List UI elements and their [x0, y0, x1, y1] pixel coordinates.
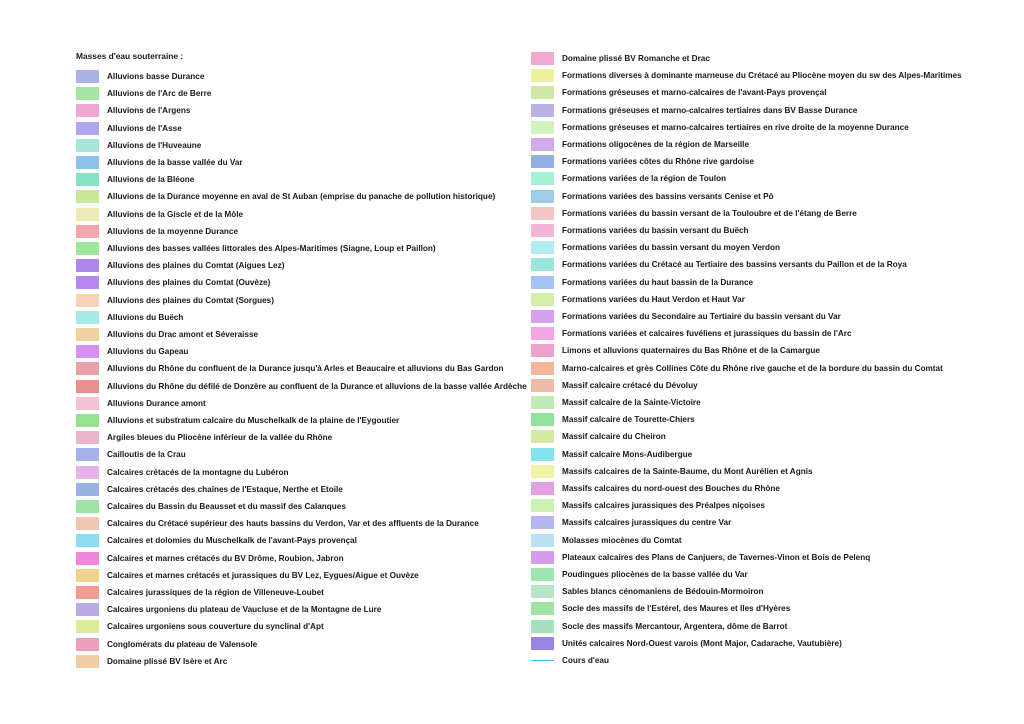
legend-swatch — [76, 294, 99, 307]
legend-label: Alluvions de l'Arc de Berre — [107, 89, 212, 99]
legend-label: Calcaires jurassiques de la région de Villeneuve-Loubet — [107, 588, 324, 597]
legend-swatch — [531, 413, 554, 426]
legend-swatch — [76, 534, 99, 547]
legend-swatch — [531, 258, 554, 271]
legend-label: Conglomérats du plateau de Valensole — [107, 639, 258, 649]
legend-label: Alluvions de la basse vallée du Var — [107, 158, 243, 167]
legend-swatch — [531, 430, 554, 443]
legend-label: Massif calcaire Mons-Audibergue — [562, 449, 693, 459]
legend-label: Plateaux calcaires des Plans de Canjuers, de Tavernes-Vinon et Bois de Pelenq — [562, 552, 871, 562]
legend-swatch — [76, 328, 99, 341]
legend-swatch — [76, 362, 99, 375]
legend-swatch — [76, 431, 99, 444]
legend-swatch — [76, 380, 99, 393]
legend-label: Limons et alluvions quaternaires du Bas Rhône et de la Camargue — [562, 346, 820, 356]
legend-label: Alluvions de l'Huveaune — [107, 140, 202, 150]
legend-swatch — [531, 602, 554, 615]
legend-swatch — [531, 448, 554, 461]
legend-label: Formations oligocènes de la région de Marseille — [562, 140, 749, 149]
legend-label: Formations variées de la région de Toulon — [562, 174, 727, 184]
legend-swatch — [76, 345, 99, 358]
legend-swatch — [76, 173, 99, 186]
legend-swatch — [76, 311, 99, 324]
legend-swatch — [76, 156, 99, 169]
legend-swatch — [531, 344, 554, 357]
legend-swatch — [76, 70, 99, 83]
legend-label: Massif calcaire de Tourette-Chiers — [562, 415, 695, 425]
legend-swatch — [531, 190, 554, 203]
legend-swatch — [76, 466, 99, 479]
legend-swatch — [531, 362, 554, 375]
legend-label: Alluvions du Drac amont et Séveraisse — [107, 330, 259, 339]
legend-label: Alluvions du Rhône du défilé de Donzère au confluent de la Durance et alluvions de la basse vallée Ardèche — [107, 381, 527, 391]
legend-label: Alluvions Durance amont — [107, 398, 206, 408]
legend-swatch — [76, 122, 99, 135]
legend-swatch — [76, 586, 99, 599]
legend-swatch — [531, 499, 554, 512]
legend-label: Massifs calcaires jurassiques des Préalpes niçoises — [562, 501, 765, 511]
legend-label: Massif calcaire du Cheiron — [562, 432, 666, 442]
legend-swatch — [76, 397, 99, 410]
legend-label: Calcaires et marnes crétacés du BV Drôme, Roubion, Jabron — [107, 553, 344, 563]
legend-swatch — [76, 517, 99, 530]
legend-label: Molasses miocènes du Comtat — [562, 535, 682, 545]
legend-swatch — [76, 104, 99, 117]
legend-swatch — [76, 655, 99, 668]
legend-swatch — [76, 276, 99, 289]
legend-swatch — [76, 208, 99, 221]
legend-label: Formations variées côtes du Rhône rive gardoise — [562, 157, 755, 167]
legend-label: Socle des massifs de l'Estérel, des Maures et Iles d'Hyères — [562, 604, 791, 614]
legend-label: Calcaires et marnes crétacés et jurassiques du BV Lez, Eygues/Aigue et Ouvèze — [107, 570, 419, 580]
legend-swatch — [531, 121, 554, 134]
legend-swatch — [531, 482, 554, 495]
legend-label: Calcaires du Crétacé supérieur des hauts bassins du Verdon, Var et des affluents de la Durance — [107, 519, 479, 529]
legend-label: Alluvions des basses vallées littorales des Alpes-Maritimes (Siagne, Loup et Paillon) — [107, 244, 436, 253]
legend-label: Alluvions du Gapeau — [107, 347, 189, 357]
legend-title: Masses d'eau souterraine : — [76, 51, 184, 61]
legend-label: Calcaires crétacés de la montagne du Lubéron — [107, 467, 289, 477]
legend-label: Formations variées et calcaires fuvéliens et jurassiques du bassin de l'Arc — [562, 329, 852, 339]
legend-label: Calcaires du Bassin du Beausset et du massif des Calanques — [107, 502, 346, 511]
legend-swatch — [531, 310, 554, 323]
legend-swatch — [531, 568, 554, 581]
legend-label: Alluvions de la Durance moyenne en aval de St Auban (emprise du panache de pollution historique) — [107, 192, 496, 202]
legend-label: Massif calcaire crétacé du Dévoluy — [562, 380, 698, 390]
legend-label: Formations gréseuses et marno-calcaires tertiaires en rive droite de la moyenne Durance — [562, 122, 909, 132]
legend-label: Alluvions et substratum calcaire du Muschelkalk de la plaine de l'Eygoutier — [107, 416, 400, 425]
legend-swatch — [531, 86, 554, 99]
legend-label: Cailloutis de la Crau — [107, 450, 186, 460]
legend-swatch — [76, 483, 99, 496]
legend-swatch — [76, 500, 99, 513]
legend-label: Massifs calcaires de la Sainte-Baume, du Mont Aurélien et Agnis — [562, 466, 813, 476]
legend-swatch — [76, 552, 99, 565]
legend-label: Alluvions de la Giscle et de la Môle — [107, 209, 244, 219]
legend-label: Calcaires urgoniens du plateau de Vaucluse et de la Montagne de Lure — [107, 605, 382, 615]
legend-label: Domaine plissé BV Isère et Arc — [107, 656, 228, 666]
legend-swatch — [531, 69, 554, 82]
legend-label: Formations gréseuses et marno-calcaires tertiaires dans BV Basse Durance — [562, 105, 858, 115]
legend-label: Alluvions des plaines du Comtat (Ouvèze) — [107, 278, 271, 288]
legend-swatch — [531, 276, 554, 289]
legend-swatch — [531, 551, 554, 564]
legend-swatch — [531, 516, 554, 529]
legend-label: Alluvions des plaines du Comtat (Sorgues) — [107, 295, 274, 305]
legend-label: Calcaires et dolomies du Muschelkalk de l'avant-Pays provençal — [107, 536, 357, 546]
legend-swatch — [76, 190, 99, 203]
legend-swatch — [76, 620, 99, 633]
legend-swatch — [531, 327, 554, 340]
legend-swatch — [76, 569, 99, 582]
legend-swatch — [531, 585, 554, 598]
legend-label: Formations variées du Crétacé au Tertiaire des bassins versants du Paillon et de la Roya — [562, 260, 907, 270]
legend-label: Formations variées du bassin versant de la Touloubre et de l'étang de Berre — [562, 208, 857, 218]
legend-label: Marno-calcaires et grès Collines Côte du Rhône rive gauche et de la bordure du bassin du Comtat — [562, 363, 943, 373]
legend-label: Formations variées du Haut Verdon et Haut Var — [562, 294, 745, 304]
legend-label: Poudingues pliocènes de la basse vallée du Var — [562, 570, 748, 579]
legend-label: Alluvions de l'Argens — [107, 106, 191, 116]
legend-label: Sables blancs cénomaniens de Bédouin-Mormoiron — [562, 587, 764, 597]
legend-swatch — [76, 638, 99, 651]
legend-swatch — [76, 87, 99, 100]
legend-swatch — [531, 104, 554, 117]
legend-swatch — [76, 242, 99, 255]
legend-swatch — [531, 379, 554, 392]
legend-label: Formations variées du bassin versant du Buëch — [562, 226, 749, 235]
legend-label: Calcaires urgoniens sous couverture du synclinal d'Apt — [107, 622, 324, 632]
legend-swatch — [531, 155, 554, 168]
legend-label: Domaine plissé BV Romanche et Drac — [562, 54, 710, 63]
legend-swatch — [76, 448, 99, 461]
legend-swatch — [531, 637, 554, 650]
legend-swatch — [531, 207, 554, 220]
legend-label: Argiles bleues du Pliocène inférieur de la vallée du Rhône — [107, 433, 333, 443]
legend-label: Unités calcaires Nord-Ouest varois (Mont Major, Cadarache, Vautubière) — [562, 638, 842, 648]
legend-swatch — [531, 52, 554, 65]
legend-swatch — [531, 241, 554, 254]
legend-label: Massifs calcaires du nord-ouest des Bouches du Rhône — [562, 484, 780, 493]
legend-label: Alluvions de la Bléone — [107, 175, 195, 185]
legend-label: Alluvions de l'Asse — [107, 123, 182, 133]
legend-swatch — [531, 138, 554, 151]
legend-label: Formations diverses à dominante marneuse du Crétacé au Pliocène moyen du sw des Alpes-Maritimes — [562, 71, 962, 81]
legend-label: Alluvions basse Durance — [107, 72, 205, 81]
legend-label: Massif calcaire de la Sainte-Victoire — [562, 398, 701, 407]
legend-swatch — [531, 620, 554, 633]
legend-swatch — [531, 224, 554, 237]
legend-swatch — [76, 414, 99, 427]
legend-label: Alluvions de la moyenne Durance — [107, 226, 239, 236]
legend-swatch — [531, 465, 554, 478]
legend-label: Alluvions du Buëch — [107, 312, 184, 322]
river-line-symbol — [531, 660, 554, 661]
legend-swatch — [531, 293, 554, 306]
legend-label: Socle des massifs Mercantour, Argentera, dôme de Barrot — [562, 621, 788, 631]
legend-swatch — [531, 534, 554, 547]
legend-label: Massifs calcaires jurassiques du centre Var — [562, 518, 732, 528]
legend-label: Formations gréseuses et marno-calcaires de l'avant-Pays provençal — [562, 88, 827, 98]
legend-swatch — [76, 225, 99, 238]
legend-label: Formations variées du haut bassin de la Durance — [562, 277, 754, 287]
legend-label: Alluvions du Rhône du confluent de la Durance jusqu'à Arles et Beaucaire et alluvions du Bas Gardon — [107, 364, 504, 374]
legend-swatch — [76, 139, 99, 152]
legend-label: Cours d'eau — [562, 656, 609, 665]
legend-label: Formations variées des bassins versants Cenise et Pô — [562, 191, 774, 201]
legend-swatch — [531, 396, 554, 409]
legend-label: Formations variées du Secondaire au Tertiaire du bassin versant du Var — [562, 312, 841, 321]
legend-swatch — [76, 259, 99, 272]
legend-swatch — [531, 172, 554, 185]
legend-label: Formations variées du bassin versant du moyen Verdon — [562, 243, 780, 253]
legend-label: Alluvions des plaines du Comtat (Aigues Lez) — [107, 261, 285, 271]
legend-label: Calcaires crétacés des chaînes de l'Estaque, Nerthe et Etoile — [107, 484, 343, 494]
legend-swatch — [76, 603, 99, 616]
